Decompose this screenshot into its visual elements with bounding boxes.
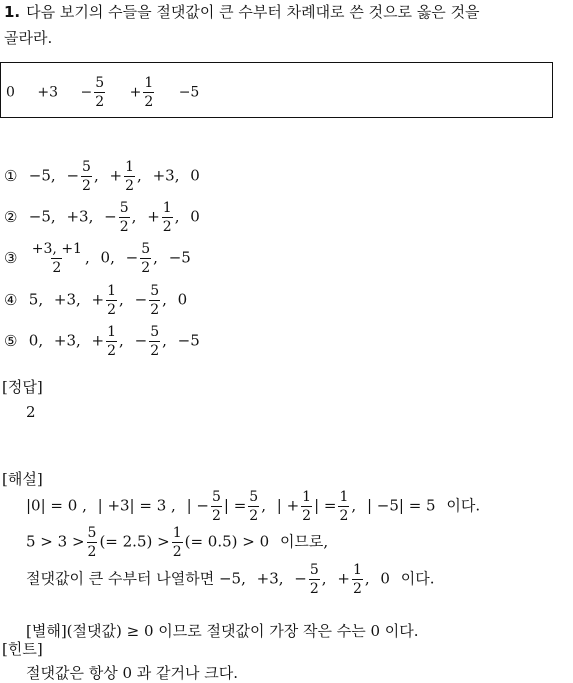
choice-5[interactable]: ⑤ 0, +3, + $\frac{1}{2}$ , − $\frac{5}{2}$ , −5 bbox=[4, 324, 200, 359]
question-line-2 bbox=[4, 26, 52, 50]
choice-marker: ② bbox=[4, 207, 18, 226]
explanation-line-4: [별해](절댓값) ≥ 0 이므로 절댓값이 가장 작은 수는 0 이다. bbox=[26, 622, 419, 640]
question-text: 다음 보기의 수들을 절댓값이 큰 수부터 차례대로 쓴 것으로 옳은 것을 bbox=[26, 3, 480, 21]
hint-text: 절댓값은 항상 0 과 같거나 크다. bbox=[26, 664, 239, 682]
box-item: 0 bbox=[6, 84, 15, 101]
question-text-2: 골라라. bbox=[4, 29, 53, 47]
question-number: 1. bbox=[4, 3, 21, 21]
choice-2[interactable]: ② −5, +3, − $\frac{5}{2}$ , + $\frac{1}{2}$ , 0 bbox=[4, 200, 200, 235]
hint-label: [힌트] bbox=[2, 640, 43, 658]
choice-marker: ⑤ bbox=[4, 331, 18, 350]
question-line-1 bbox=[4, 0, 480, 24]
box-item: − bbox=[80, 84, 93, 101]
explanation-line-3: 절댓값이 큰 수부터 나열하면 −5, +3, − $\frac{5}{2}$ , + $\frac{1}{2}$ , 0 이다. bbox=[26, 562, 435, 597]
choice-marker: ④ bbox=[4, 290, 18, 309]
given-numbers bbox=[6, 76, 199, 109]
fraction: $\frac{5}{2}$ bbox=[95, 75, 105, 110]
choice-marker: ③ bbox=[4, 248, 18, 267]
fraction: $\frac{1}{2}$ bbox=[144, 75, 154, 110]
explanation-line-1: |0| = 0 , | +3| = 3 , | − $\frac{5}{2}$ | = $\frac{5}{2}$ , | + $\frac{1}{2}$ | = $\frac{1}{2}$ , | −5| = 5 이다. bbox=[26, 489, 481, 524]
explanation-line-2: 5 > 3 > $\frac{5}{2}$ (= 2.5) > $\frac{1}{2}$ (= 0.5) > 0 이므로, bbox=[26, 525, 329, 560]
explanation-label: [해설] bbox=[2, 470, 43, 488]
box-item: −5 bbox=[178, 84, 200, 101]
box-item: + bbox=[129, 84, 142, 101]
choice-marker: ① bbox=[4, 166, 18, 185]
answer-label: [정답] bbox=[2, 378, 43, 396]
choice-4[interactable]: ④ 5, +3, + $\frac{1}{2}$ , − $\frac{5}{2}$ , 0 bbox=[4, 283, 188, 318]
choice-1[interactable]: ① −5, − $\frac{5}{2}$ , + $\frac{1}{2}$ , +3, 0 bbox=[4, 159, 200, 194]
box-item: +3 bbox=[37, 84, 59, 101]
answer-value: 2 bbox=[26, 403, 36, 421]
choice-3[interactable]: ③ $\frac{+3, +1}{2}$ , 0, − $\frac{5}{2}$ , −5 bbox=[4, 241, 191, 276]
